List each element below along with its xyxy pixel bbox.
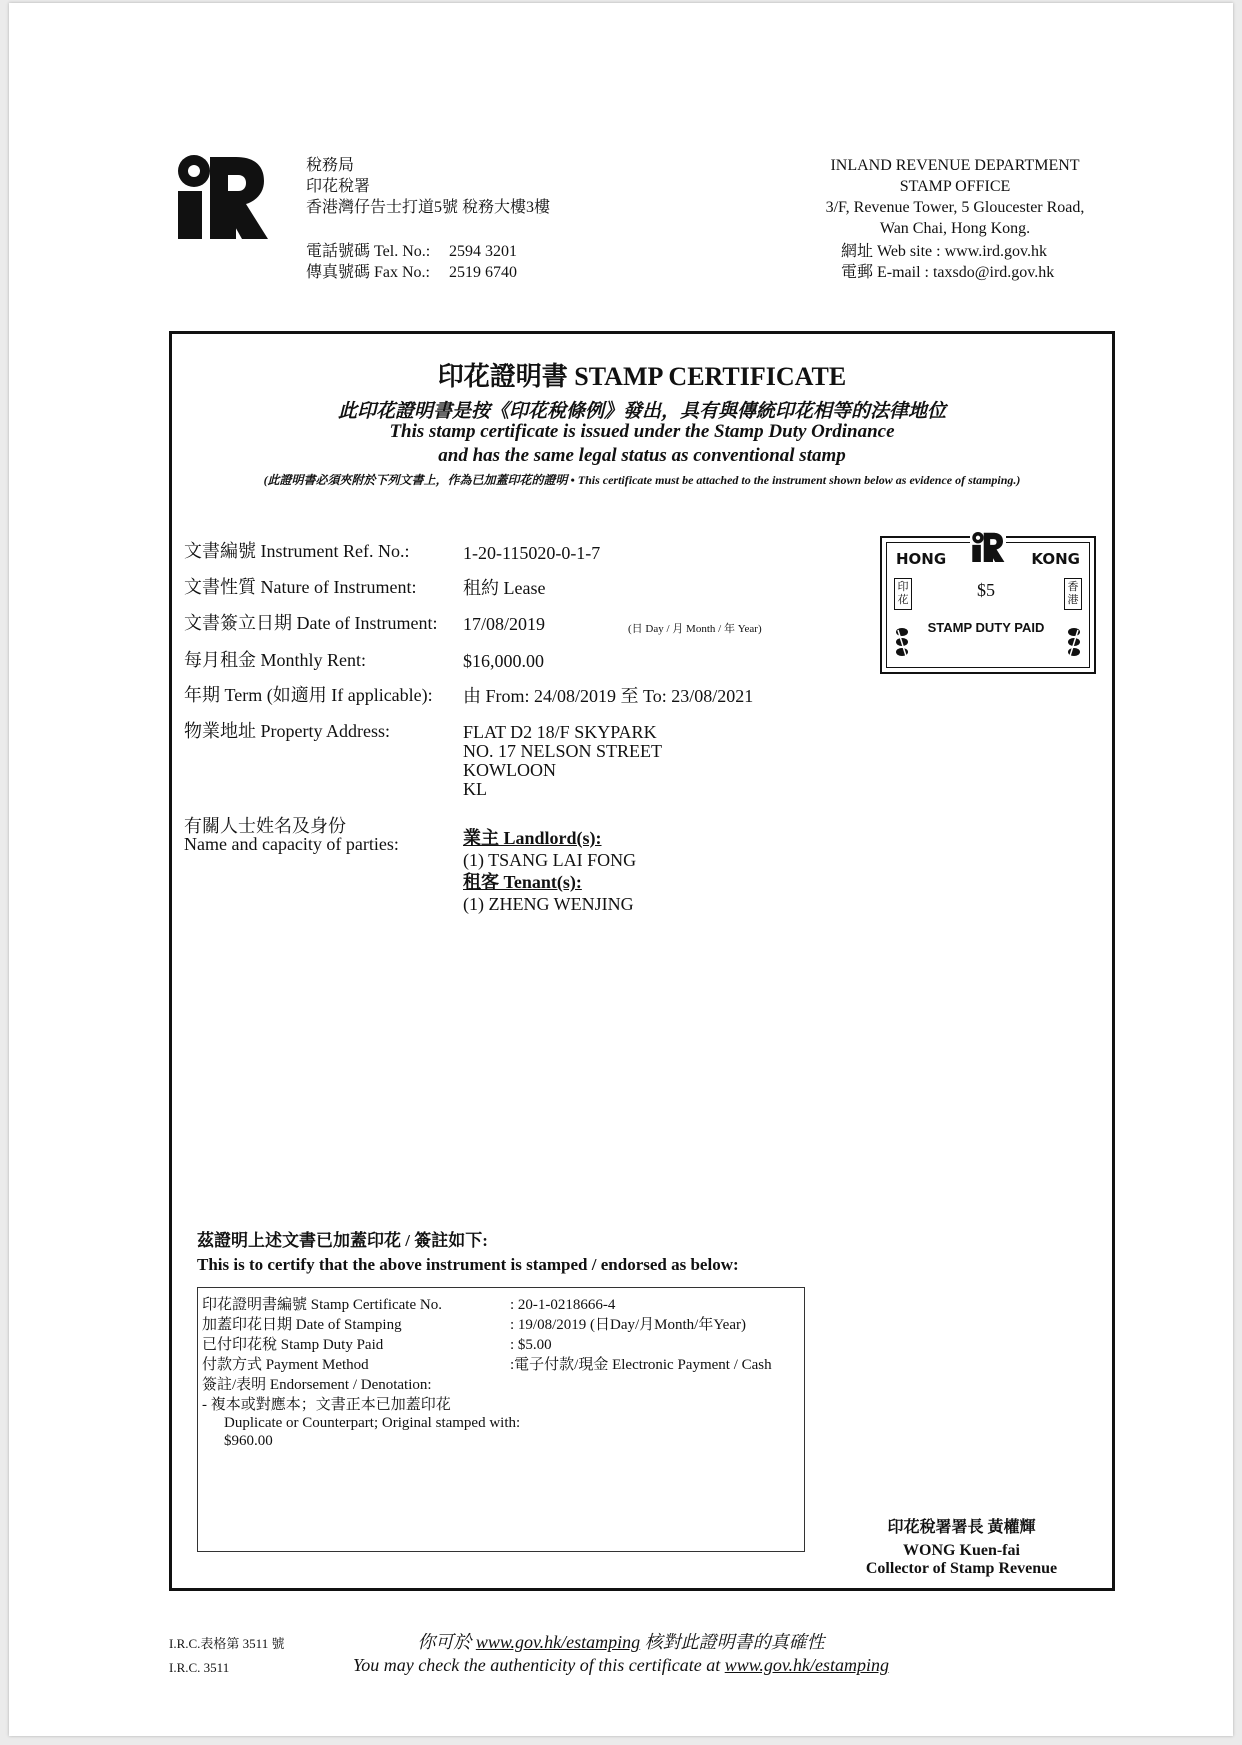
endorsement-line: - 複本或對應本；文書正本已加蓋印花 [202, 1397, 451, 1413]
field-value-parties [463, 827, 636, 915]
header-office-zh [306, 155, 550, 218]
detail-label-duty: 已付印花稅 Stamp Duty Paid [202, 1337, 384, 1353]
check-en-pre: You may check the authenticity of this certificate at [352, 1655, 721, 1675]
stamp-caption: STAMP DUTY PAID [927, 620, 1045, 635]
field-label-parties [184, 817, 399, 853]
form-number-en: I.R.C. 3511 [169, 1660, 230, 1675]
certificate-subtitle-en-1: This stamp certificate is issued under the Stamp Duty Ordinance [389, 421, 895, 442]
certify-zh: 茲證明上述文書已加蓋印花 / 簽註如下: [197, 1231, 488, 1250]
certify-statement [197, 1229, 739, 1277]
field-label-ref: 文書編號 Instrument Ref. No.: [184, 541, 410, 561]
endorsement-line: $960.00 [224, 1433, 273, 1449]
header-line: 香港灣仔告士打道5號 稅務大樓3樓 [306, 199, 551, 216]
field-value-rent: $16,000.00 [463, 651, 544, 671]
form-number-zh: I.R.C.表格第 3511 號 [169, 1636, 285, 1651]
header-line: Wan Chai, Hong Kong. [879, 220, 1031, 237]
landlord-name: (1) TSANG LAI FONG [463, 850, 637, 870]
parties-label-zh: 有關人士姓名及身份 [184, 816, 346, 836]
parties-label-en: Name and capacity of parties: [184, 834, 399, 854]
fax-value: 2519 6740 [449, 264, 517, 281]
email-link[interactable]: 電郵 E-mail : taxsdo@ird.gov.hk [841, 264, 1055, 281]
authenticity-zh [9, 1628, 1233, 1654]
stamp-kong: KONG [1031, 550, 1080, 568]
field-label-address: 物業地址 Property Address: [184, 721, 390, 741]
field-label-date: 文書簽立日期 Date of Instrument: [184, 613, 438, 633]
date-format-hint: (日 Day / 月 Month / 年 Year) [628, 623, 762, 635]
address-line: KL [463, 779, 487, 799]
header-line: 3/F, Revenue Tower, 5 Gloucester Road, [825, 199, 1085, 216]
field-label-nature: 文書性質 Nature of Instrument: [184, 577, 417, 597]
header-contact [306, 241, 517, 283]
header-line: STAMP OFFICE [899, 178, 1011, 195]
detail-value-date: : 19/08/2019 (日Day/月Month/年Year) [510, 1317, 746, 1333]
certify-en: This is to certify that the above instrument is stamped / endorsed as below: [197, 1255, 739, 1274]
endorsement-text [202, 1396, 520, 1450]
landlord-heading: 業主 Landlord(s): [463, 828, 602, 848]
certificate-subtitle-zh: 此印花證明書是按《印花稅條例》發出，具有與傳統印花相等的法律地位 [337, 401, 946, 422]
ird-logo-icon [176, 155, 268, 239]
detail-label-endorsement: 簽註/表明 Endorsement / Denotation: [202, 1377, 432, 1393]
detail-value-cert-no: : 20-1-0218666-4 [510, 1297, 616, 1313]
detail-label-cert-no: 印花證明書編號 Stamp Certificate No. [202, 1297, 442, 1313]
tel-label: 電話號碼 Tel. No.: [306, 243, 431, 260]
stamp-ornament-right-icon [1066, 626, 1082, 662]
field-value-term: 由 From: 24/08/2019 至 To: 23/08/2021 [463, 686, 754, 706]
certificate-note: (此證明書必須夾附於下列文書上，作為已加蓋印花的證明 • This certificate must be attached to the instrument shown below as evidence of stamping.) [263, 473, 1021, 487]
tel-value: 2594 3201 [449, 243, 517, 260]
address-line: NO. 17 NELSON STREET [463, 741, 662, 761]
detail-value-duty: : $5.00 [510, 1337, 552, 1353]
fax-label: 傳真號碼 Fax No.: [306, 264, 431, 281]
estamping-link-zh[interactable]: www.gov.hk/estamping [475, 1632, 641, 1652]
stamp-hong: HONG [896, 550, 947, 568]
stamp-amount: $5 [977, 580, 995, 600]
field-label-term: 年期 Term (如適用 If applicable): [184, 685, 433, 705]
stamp-side-right: 香港 [1064, 578, 1082, 610]
document-page [9, 3, 1233, 1736]
field-value-date: 17/08/2019 [463, 614, 546, 634]
tenant-name: (1) ZHENG WENJING [463, 894, 634, 914]
field-value-address [463, 723, 662, 799]
stamp-ir-logo-icon [970, 532, 1006, 562]
check-zh-pre: 你可於 [417, 1632, 472, 1652]
detail-label-payment: 付款方式 Payment Method [202, 1357, 369, 1373]
stamp-ornament-left-icon [894, 626, 910, 662]
signatory-zh: 印花稅署署長 黃權輝 [887, 1519, 1036, 1536]
field-value-nature: 租約 Lease [463, 578, 546, 598]
field-value-ref: 1-20-115020-0-1-7 [463, 543, 601, 563]
header-web-email [841, 241, 1054, 283]
tenant-heading: 租客 Tenant(s): [463, 872, 582, 892]
signatory-en [824, 1542, 1099, 1578]
stamping-details-box [197, 1287, 805, 1552]
stamp-side-left: 印花 [894, 578, 912, 610]
header-line: 印花稅署 [306, 178, 371, 195]
header-office-en [799, 155, 1111, 239]
signatory-name: WONG Kuen-fai [903, 1542, 1020, 1559]
certificate-title: 印花證明書 STAMP CERTIFICATE [437, 362, 847, 391]
header-line: INLAND REVENUE DEPARTMENT [830, 157, 1080, 174]
signatory-title: Collector of Stamp Revenue [865, 1560, 1058, 1577]
stamp-duty-paid-stamp [880, 536, 1096, 674]
authenticity-en [9, 1655, 1233, 1676]
check-zh-post: 核對此證明書的真確性 [644, 1632, 825, 1652]
address-line: KOWLOON [463, 760, 556, 780]
stamp-certificate [169, 331, 1115, 1591]
address-line: FLAT D2 18/F SKYPARK [463, 722, 657, 742]
certificate-subtitle-en-2: and has the same legal status as conventional stamp [438, 445, 846, 466]
detail-value-payment: :電子付款/現金 Electronic Payment / Cash [510, 1357, 772, 1373]
estamping-link-en[interactable]: www.gov.hk/estamping [724, 1655, 890, 1675]
endorsement-line: Duplicate or Counterpart; Original stamped with: [224, 1415, 521, 1431]
field-label-rent: 每月租金 Monthly Rent: [184, 650, 367, 670]
header-line: 稅務局 [306, 157, 355, 174]
detail-label-date: 加蓋印花日期 Date of Stamping [202, 1317, 402, 1333]
website-link[interactable]: 網址 Web site : www.ird.gov.hk [841, 243, 1047, 260]
